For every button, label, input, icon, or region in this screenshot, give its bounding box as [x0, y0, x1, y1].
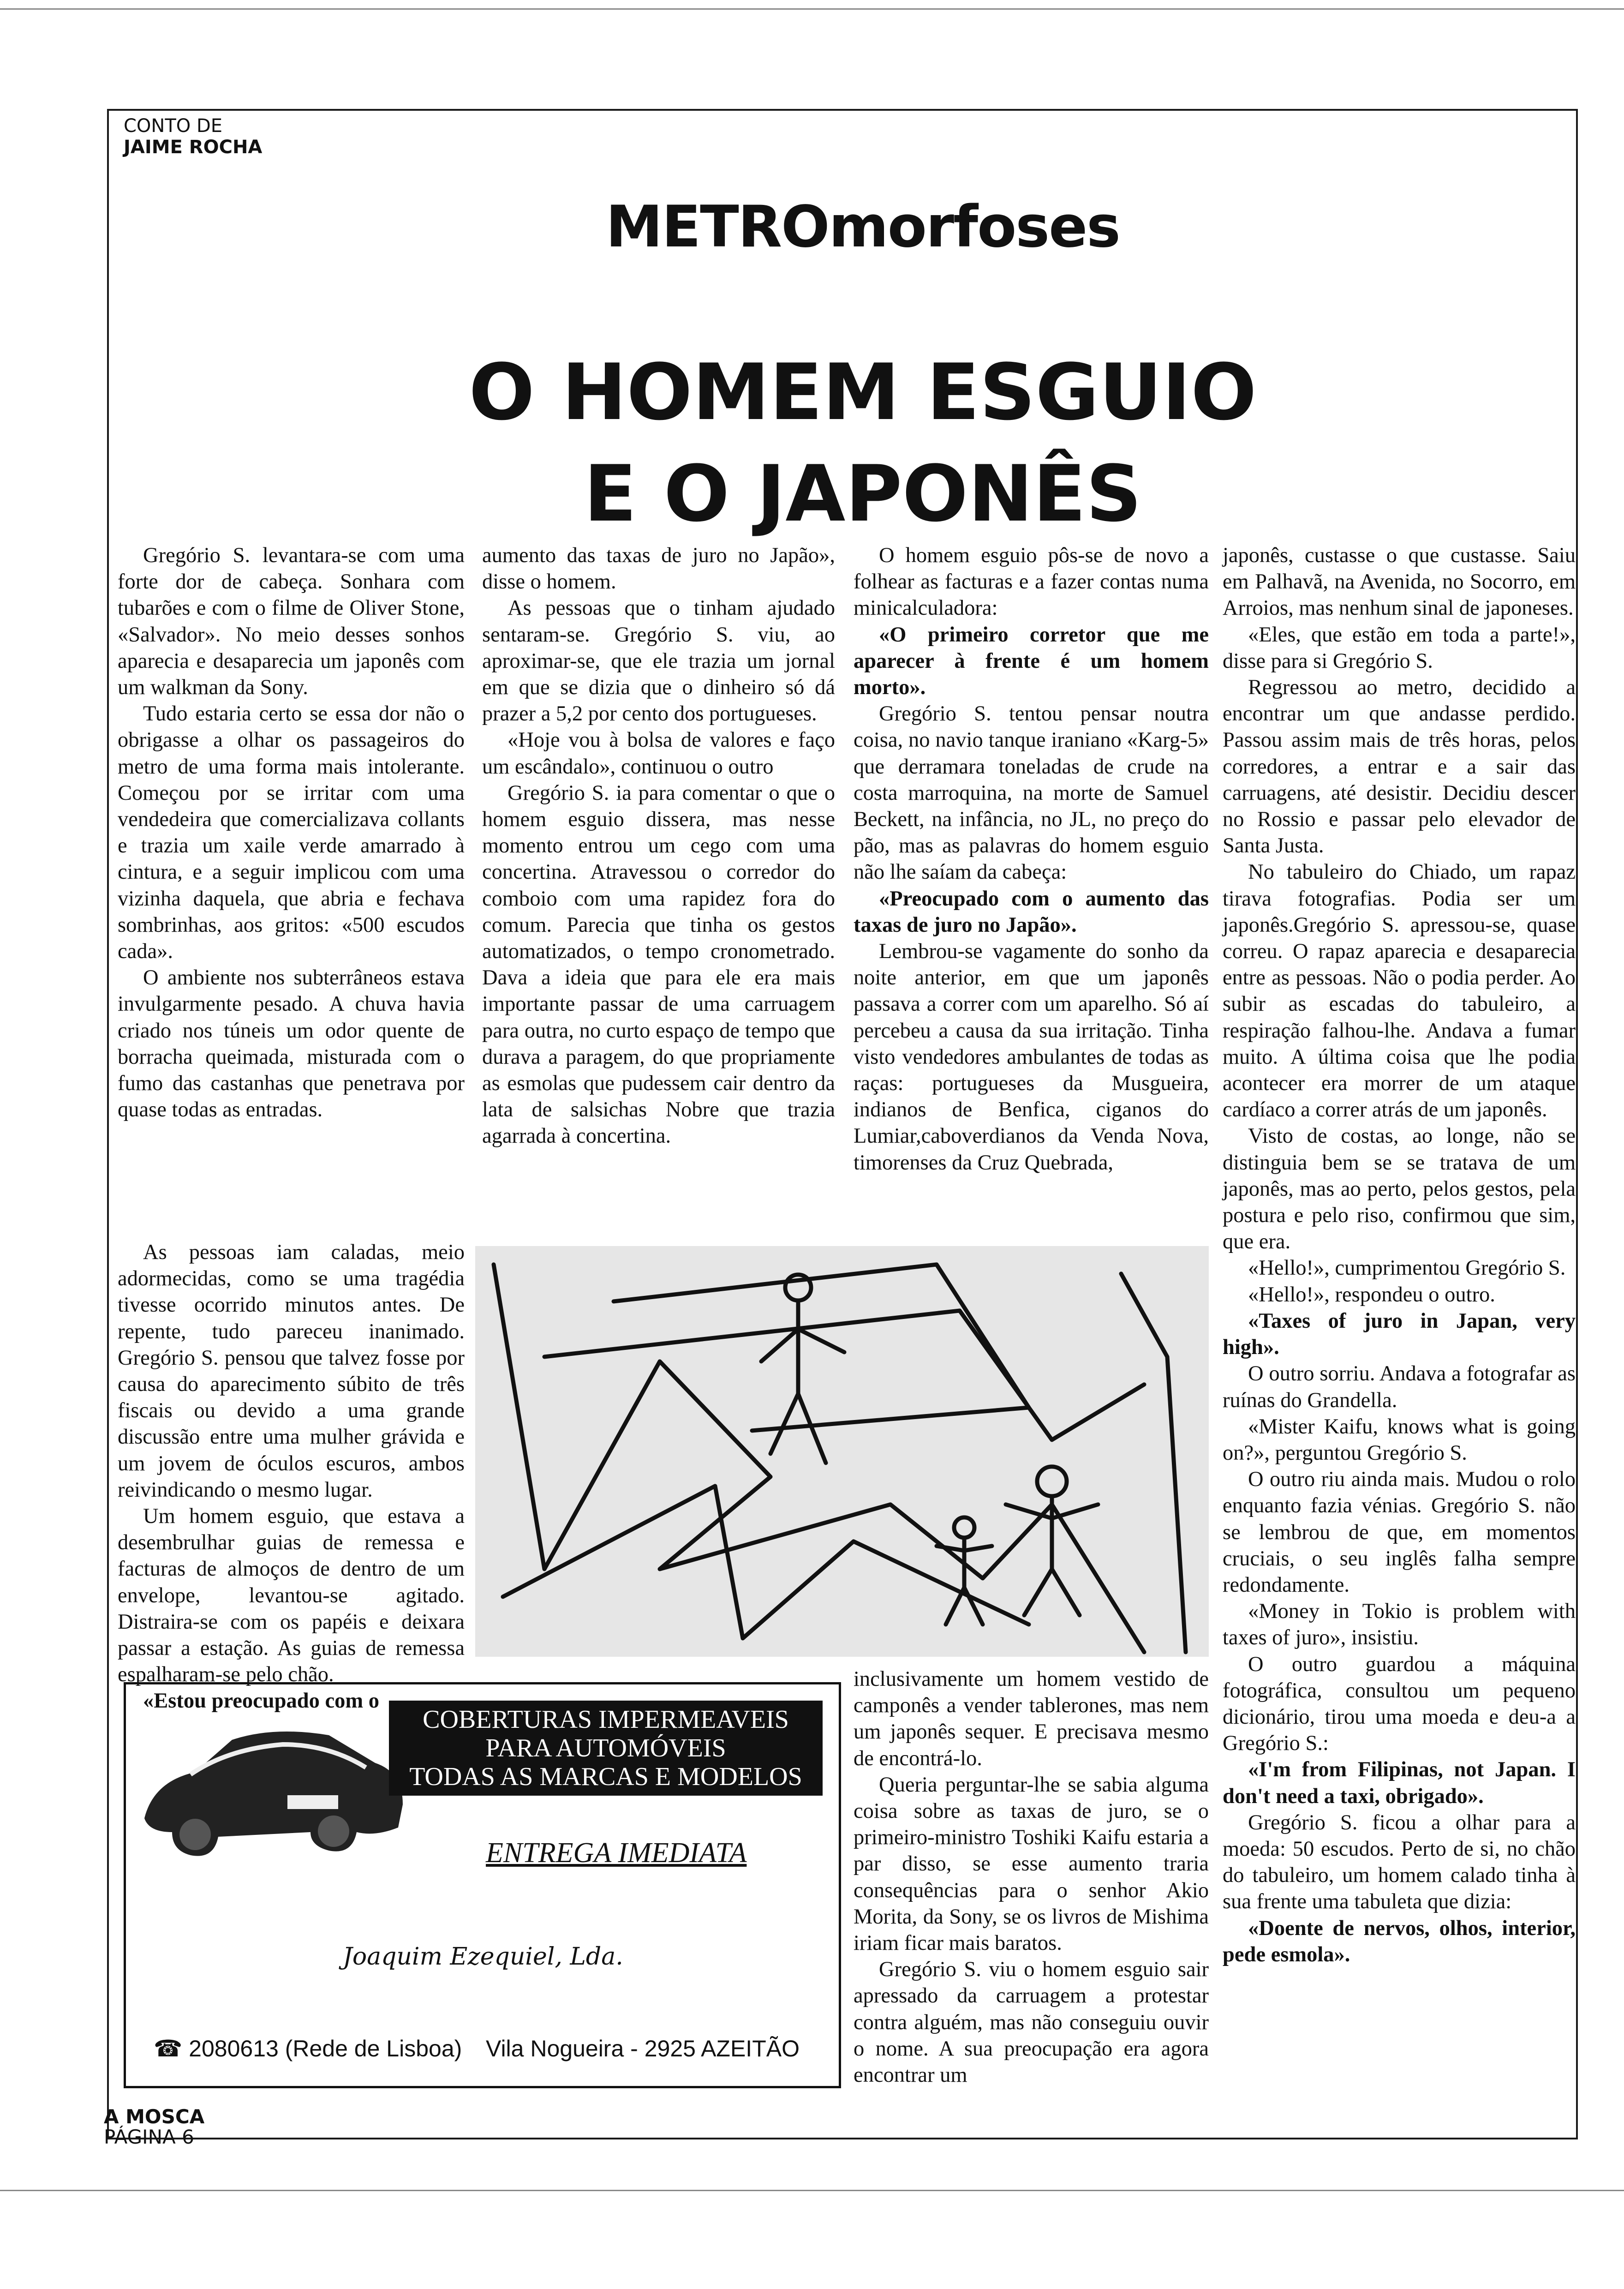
paragraph: «Hoje vou à bolsa de valores e faço um escândalo», continuou o outro: [482, 728, 835, 779]
paragraph: «I'm from Filipinas, not Japan. I don't need a taxi, obrigado».: [1223, 1758, 1576, 1808]
paragraph: «Doente de nervos, olhos, interior, pede esmola».: [1223, 1916, 1576, 1966]
article-column-1: [118, 542, 465, 1123]
article-column-2: [482, 542, 835, 1150]
ad-headline-line: TODAS AS MARCAS E MODELOS: [409, 1762, 802, 1791]
article-column-3-continued: [854, 1666, 1209, 2088]
ad-headline-line: PARA AUTOMÓVEIS: [485, 1734, 726, 1762]
paragraph: japonês, custasse o que custasse. Saiu em Palhavã, na Avenida, no Socorro, em Arroios, mas nenhum sinal de japoneses.: [1223, 544, 1576, 620]
byline-prefix: CONTO DE: [124, 115, 223, 137]
byline-author: JAIME ROCHA: [124, 137, 263, 158]
paragraph: Um homem esguio, que estava a desembrulhar guias de remessa e facturas de almoços de dentro de um envelope, levantou-se agitado. Distraira-se com os papéis e deixara passar a estação. As guias de remessa espalharam-se pelo chão.: [118, 1504, 465, 1687]
section-title: METROmorfoses: [606, 194, 1120, 260]
paragraph: O homem esguio pôs-se de novo a folhear as facturas e a fazer contas numa minicalculadora:: [854, 544, 1209, 620]
ad-address: Vila Nogueira - 2925 AZEITÃO: [486, 2036, 800, 2061]
byline: [124, 115, 262, 158]
paragraph: O outro sorriu. Andava a fotografar as ruínas do Grandella.: [1223, 1362, 1576, 1412]
paragraph: «Hello!», cumprimentou Gregório S.: [1248, 1256, 1566, 1280]
paragraph: O ambiente nos subterrâneos estava invulgarmente pesado. A chuva havia criado nos túneis um odor quente de borracha queimada, misturada com o fumo das castanhas que penetrava por quase todas as entradas.: [118, 966, 465, 1122]
paragraph: «Mister Kaifu, knows what is going on?», perguntou Gregório S.: [1223, 1414, 1576, 1465]
page-number: PÁGINA 6: [104, 2126, 194, 2148]
paragraph: O outro guardou a máquina fotográfica, consultou um pequeno dicionário, tirou uma moeda e deu-a a Gregório S.:: [1223, 1652, 1576, 1756]
headline-line-1: O HOMEM ESGUIO: [469, 347, 1257, 437]
paragraph: Gregório S. ia para comentar o que o homem esguio dissera, mas nesse momento entrou um cego com uma concertina. Atravessou o corredor do comboio com uma rapidez fora do comum. Parecia que tinha os gestos automatizados, o tempo cronometrado. Dava a ideia que para ele era mais importante passar de uma carruagem para outra, no curto espaço de tempo que durava a paragem, do que propriamente as esmolas que pudessem cair dentro da lata de salsichas Nobre que trazia agarrada à concertina.: [482, 781, 835, 1148]
paragraph: As pessoas que o tinham ajudado sentaram-se. Gregório S. viu, ao aproximar-se, que ele trazia um jornal em que se dizia que o dinheiro só dá prazer a 5,2 por cento dos portugueses.: [482, 596, 835, 726]
car-icon: [135, 1712, 412, 1864]
paragraph: «Taxes of juro in Japan, very high».: [1223, 1309, 1576, 1360]
article-column-4: [1223, 542, 1576, 1968]
ad-headline: [389, 1701, 823, 1796]
paragraph: Tudo estaria certo se essa dor não o obrigasse a olhar os passageiros do metro de uma forma mais intolerante. Começou por se irritar com uma vendedeira que comercializava collants e trazia um xaile verde amarrado à cintura, e a seguir implicou com uma vizinha daquela, que abria e fechava sombrinhas, aos gritos: «500 escudos cada».: [118, 702, 465, 964]
paragraph: Queria perguntar-lhe se sabia alguma coisa sobre as taxas de juro, se o primeiro-ministro Toshiki Kaifu estaria a par disso, se esse aumento traria consequências para o senhor Akio Morita, da Sony, se os livros de Mishima iriam ficar mais baratos.: [854, 1773, 1209, 1955]
paragraph: Visto de costas, ao longe, não se distinguia bem se se tratava de um japonês, mas ao perto, pelos gestos, pela postura e pelo riso, confirmou que sim, que era.: [1223, 1124, 1576, 1254]
paragraph: Gregório S. ficou a olhar para a moeda: 50 escudos. Perto de si, no chão do tabuleiro, um homem calado tinha à sua frente uma tabuleta que dizia:: [1223, 1810, 1576, 1914]
headline-line-2: E O JAPONÊS: [584, 449, 1142, 539]
paragraph: «Preocupado com o aumento das taxas de juro no Japão».: [854, 887, 1209, 937]
ad-delivery: ENTREGA IMEDIATA: [486, 1837, 747, 1869]
scan-edge-top: [0, 8, 1624, 10]
publication-name: A MOSCA: [104, 2105, 205, 2128]
paragraph: «O primeiro corretor que me aparecer à frente é um homem morto».: [854, 623, 1209, 700]
paragraph: «Money in Tokio is problem with taxes of juro», insistiu.: [1223, 1600, 1576, 1650]
paragraph: Gregório S. tentou pensar noutra coisa, no navio tanque iraniano «Karg-5» que derramara toneladas de crude na costa marroquina, na morte de Samuel Beckett, na infância, no JL, no preço do pão, mas as palavras do homem esguio não lhe saíam da cabeça:: [854, 702, 1209, 884]
stick-figure-illustration: [475, 1246, 1209, 1657]
page-footer: [104, 2107, 204, 2147]
paragraph: inclusivamente um homem vestido de camponês a vender tablerones, mas nem um japonês sequer. E precisava mesmo de encontrá-lo.: [854, 1667, 1209, 1770]
paragraph: As pessoas iam caladas, meio adormecidas, como se uma tragédia tivesse ocorrido minutos antes. De repente, tudo pareceu inanimado. Gregório S. pensou que talvez fosse por causa do aparecimento súbito de três fiscais ou devido a uma grande discussão entre uma mulher grávida e um jovem de óculos escuros, ambos reivindicando o mesmo lugar.: [118, 1240, 465, 1502]
car-cover-advertisement: [124, 1682, 841, 2088]
paragraph: Lembrou-se vagamente do sonho da noite anterior, em que um japonês passava a correr com um aparelho. Só aí percebeu a causa da sua irritação. Tinha visto vendedores ambulantes de todas as raças: portugueses da Musgueira, indianos de Benfica, ciganos do Lumiar,caboverdianos da Venda Nova, timorenses da Cruz Quebrada,: [854, 940, 1209, 1174]
ad-phone: ☎ 2080613 (Rede de Lisboa): [154, 2036, 462, 2061]
paragraph: No tabuleiro do Chiado, um rapaz tirava fotografias. Podia ser um japonês.Gregório S. apressou-se, quase correu. O rapaz aparecia e desaparecia entre as pessoas. Não o podia perder. Ao subir as escadas do tabuleiro, a respiração falhou-lhe. Andava a fumar muito. A última coisa que lhe podia acontecer era morrer de um ataque cardíaco a correr atrás de um japonês.: [1223, 860, 1576, 1122]
paragraph: «Eles, que estão em toda a parte!», disse para si Gregório S.: [1223, 623, 1576, 673]
paragraph: aumento das taxas de juro no Japão», disse o homem.: [482, 544, 835, 594]
paragraph: «Estou preocupado com o: [143, 1689, 379, 1713]
paragraph: Gregório S. viu o homem esguio sair apressado da carruagem a protestar contra alguém, mas não conseguiu ouvir o nome. A sua preocupação era agora encontrar um: [854, 1958, 1209, 2087]
headline: [240, 342, 1486, 545]
ad-headline-line: COBERTURAS IMPERMEAVEIS: [423, 1705, 789, 1734]
ad-company: Joaquim Ezequiel, Lda.: [343, 1943, 623, 1971]
paragraph: Regressou ao metro, decidido a encontrar um que andasse perdido. Passou assim mais de três horas, pelos corredores, a entrar e a sair das carruagens, até desistir. Decidiu descer no Rossio e passar pelo elevador de Santa Justa.: [1223, 676, 1576, 858]
article-column-3: [854, 542, 1209, 1176]
paragraph: «Hello!», respondeu o outro.: [1248, 1282, 1495, 1306]
article-column-1-continued: [118, 1239, 465, 1714]
paragraph: O outro riu ainda mais. Mudou o rolo enquanto fazia vénias. Gregório S. não se lembrou de que, em momentos cruciais, o seu inglês falha sempre redondamente.: [1223, 1468, 1576, 1597]
scan-edge-bottom: [0, 2190, 1624, 2191]
paragraph: Gregório S. levantara-se com uma forte dor de cabeça. Sonhara com tubarões e com o filme de Oliver Stone, «Salvador». No meio desses sonhos aparecia e desaparecia um japonês com um walkman da Sony.: [118, 544, 465, 700]
